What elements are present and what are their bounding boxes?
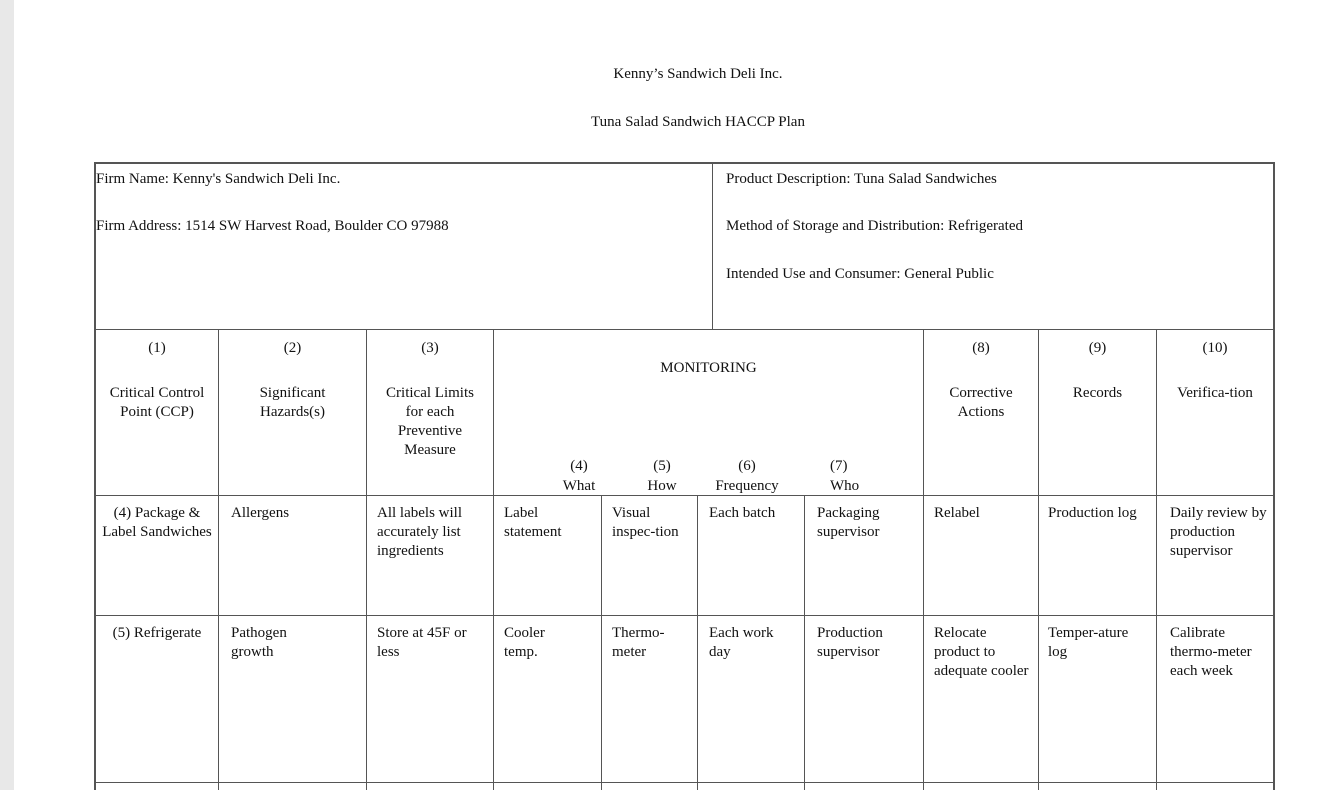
table-row-1-frequency: Each batch	[709, 505, 776, 521]
table-row-2-verification: Calibrate thermo-meter each week	[1170, 625, 1252, 679]
table-row-1-records: Production log	[1048, 505, 1137, 521]
table-row-2-corrective: Relocate product to adequate cooler	[934, 625, 1029, 679]
col7-header: Who	[830, 478, 860, 494]
col6-header: Frequency	[715, 478, 779, 494]
table-row-1-limits: All labels will accurately list ingredients	[377, 505, 462, 559]
info-bottom-border	[94, 329, 1274, 330]
col4-number: (4)	[570, 458, 588, 474]
document-page	[14, 0, 1344, 790]
table-row-1-what: Label statement	[504, 505, 562, 540]
col5-number: (5)	[653, 458, 671, 474]
row2-bottom-border	[94, 782, 1274, 783]
info-divider	[712, 162, 713, 330]
col-line-7	[923, 330, 924, 790]
table-row-1-ccp: (4) Package & Label Sandwiches	[102, 505, 212, 540]
firm-address: Firm Address: 1514 SW Harvest Road, Boulder CO 97988	[96, 218, 449, 234]
storage-method: Method of Storage and Distribution: Refrigerated	[726, 218, 1024, 234]
table-row-2-records: Temper-ature log	[1048, 625, 1129, 660]
table-row-2-who: Production supervisor	[817, 625, 883, 660]
col9-header: Records	[1072, 385, 1123, 401]
col1-number: (1)	[148, 340, 166, 356]
product-description: Product Description: Tuna Salad Sandwiches	[726, 171, 997, 187]
document-subtitle: Tuna Salad Sandwich HACCP Plan	[591, 114, 805, 130]
table-row-2-frequency: Each work day	[709, 625, 774, 660]
table-row-2-limits: Store at 45F or less	[377, 625, 467, 660]
firm-name: Firm Name: Kenny's Sandwich Deli Inc.	[96, 171, 341, 187]
col6-number: (6)	[738, 458, 756, 474]
col2-header: Significant Hazards(s)	[259, 385, 326, 420]
col-line-5	[697, 496, 698, 790]
col3-header: Critical Limits for each Preventive Measure	[386, 385, 474, 458]
table-row-2-how: Thermo-meter	[612, 625, 665, 660]
table-row-1-how: Visual inspec-tion	[612, 505, 679, 540]
col3-number: (3)	[421, 340, 439, 356]
intended-use: Intended Use and Consumer: General Public	[726, 266, 994, 282]
col9-number: (9)	[1088, 340, 1107, 356]
col-line-3	[493, 330, 494, 790]
col-line-4	[601, 496, 602, 790]
col8-number: (8)	[972, 340, 990, 356]
table-row-1-corrective: Relabel	[934, 505, 980, 521]
col-line-2	[366, 330, 367, 790]
table-top-border	[94, 162, 1274, 164]
table-left-border	[94, 162, 96, 790]
table-right-border	[1273, 162, 1275, 790]
col-line-1	[218, 330, 219, 790]
table-row-1-who: Packaging supervisor	[817, 505, 880, 540]
col8-header: Corrective Actions	[949, 385, 1013, 420]
col10-number: (10)	[1202, 340, 1228, 356]
col10-header: Verifica-tion	[1177, 385, 1253, 401]
table-row-1-hazard: Allergens	[231, 505, 290, 521]
col-line-6	[804, 496, 805, 790]
row1-bottom-border	[94, 615, 1274, 616]
table-row-2-hazard: Pathogen growth	[231, 625, 287, 660]
document-title: Kenny’s Sandwich Deli Inc.	[613, 66, 783, 82]
col1-header: Critical Control Point (CCP)	[109, 385, 205, 420]
col7-number: (7)	[830, 458, 848, 474]
col4-header: What	[562, 478, 596, 494]
table-row-1-verification: Daily review by production supervisor	[1170, 505, 1267, 559]
col2-number: (2)	[283, 340, 302, 356]
table-row-2-ccp: (5) Refrigerate	[112, 625, 202, 641]
col-line-9	[1156, 330, 1157, 790]
monitoring-header: MONITORING	[660, 360, 757, 376]
table-row-2-what: Cooler temp.	[504, 625, 545, 660]
col5-header: How	[647, 478, 677, 494]
